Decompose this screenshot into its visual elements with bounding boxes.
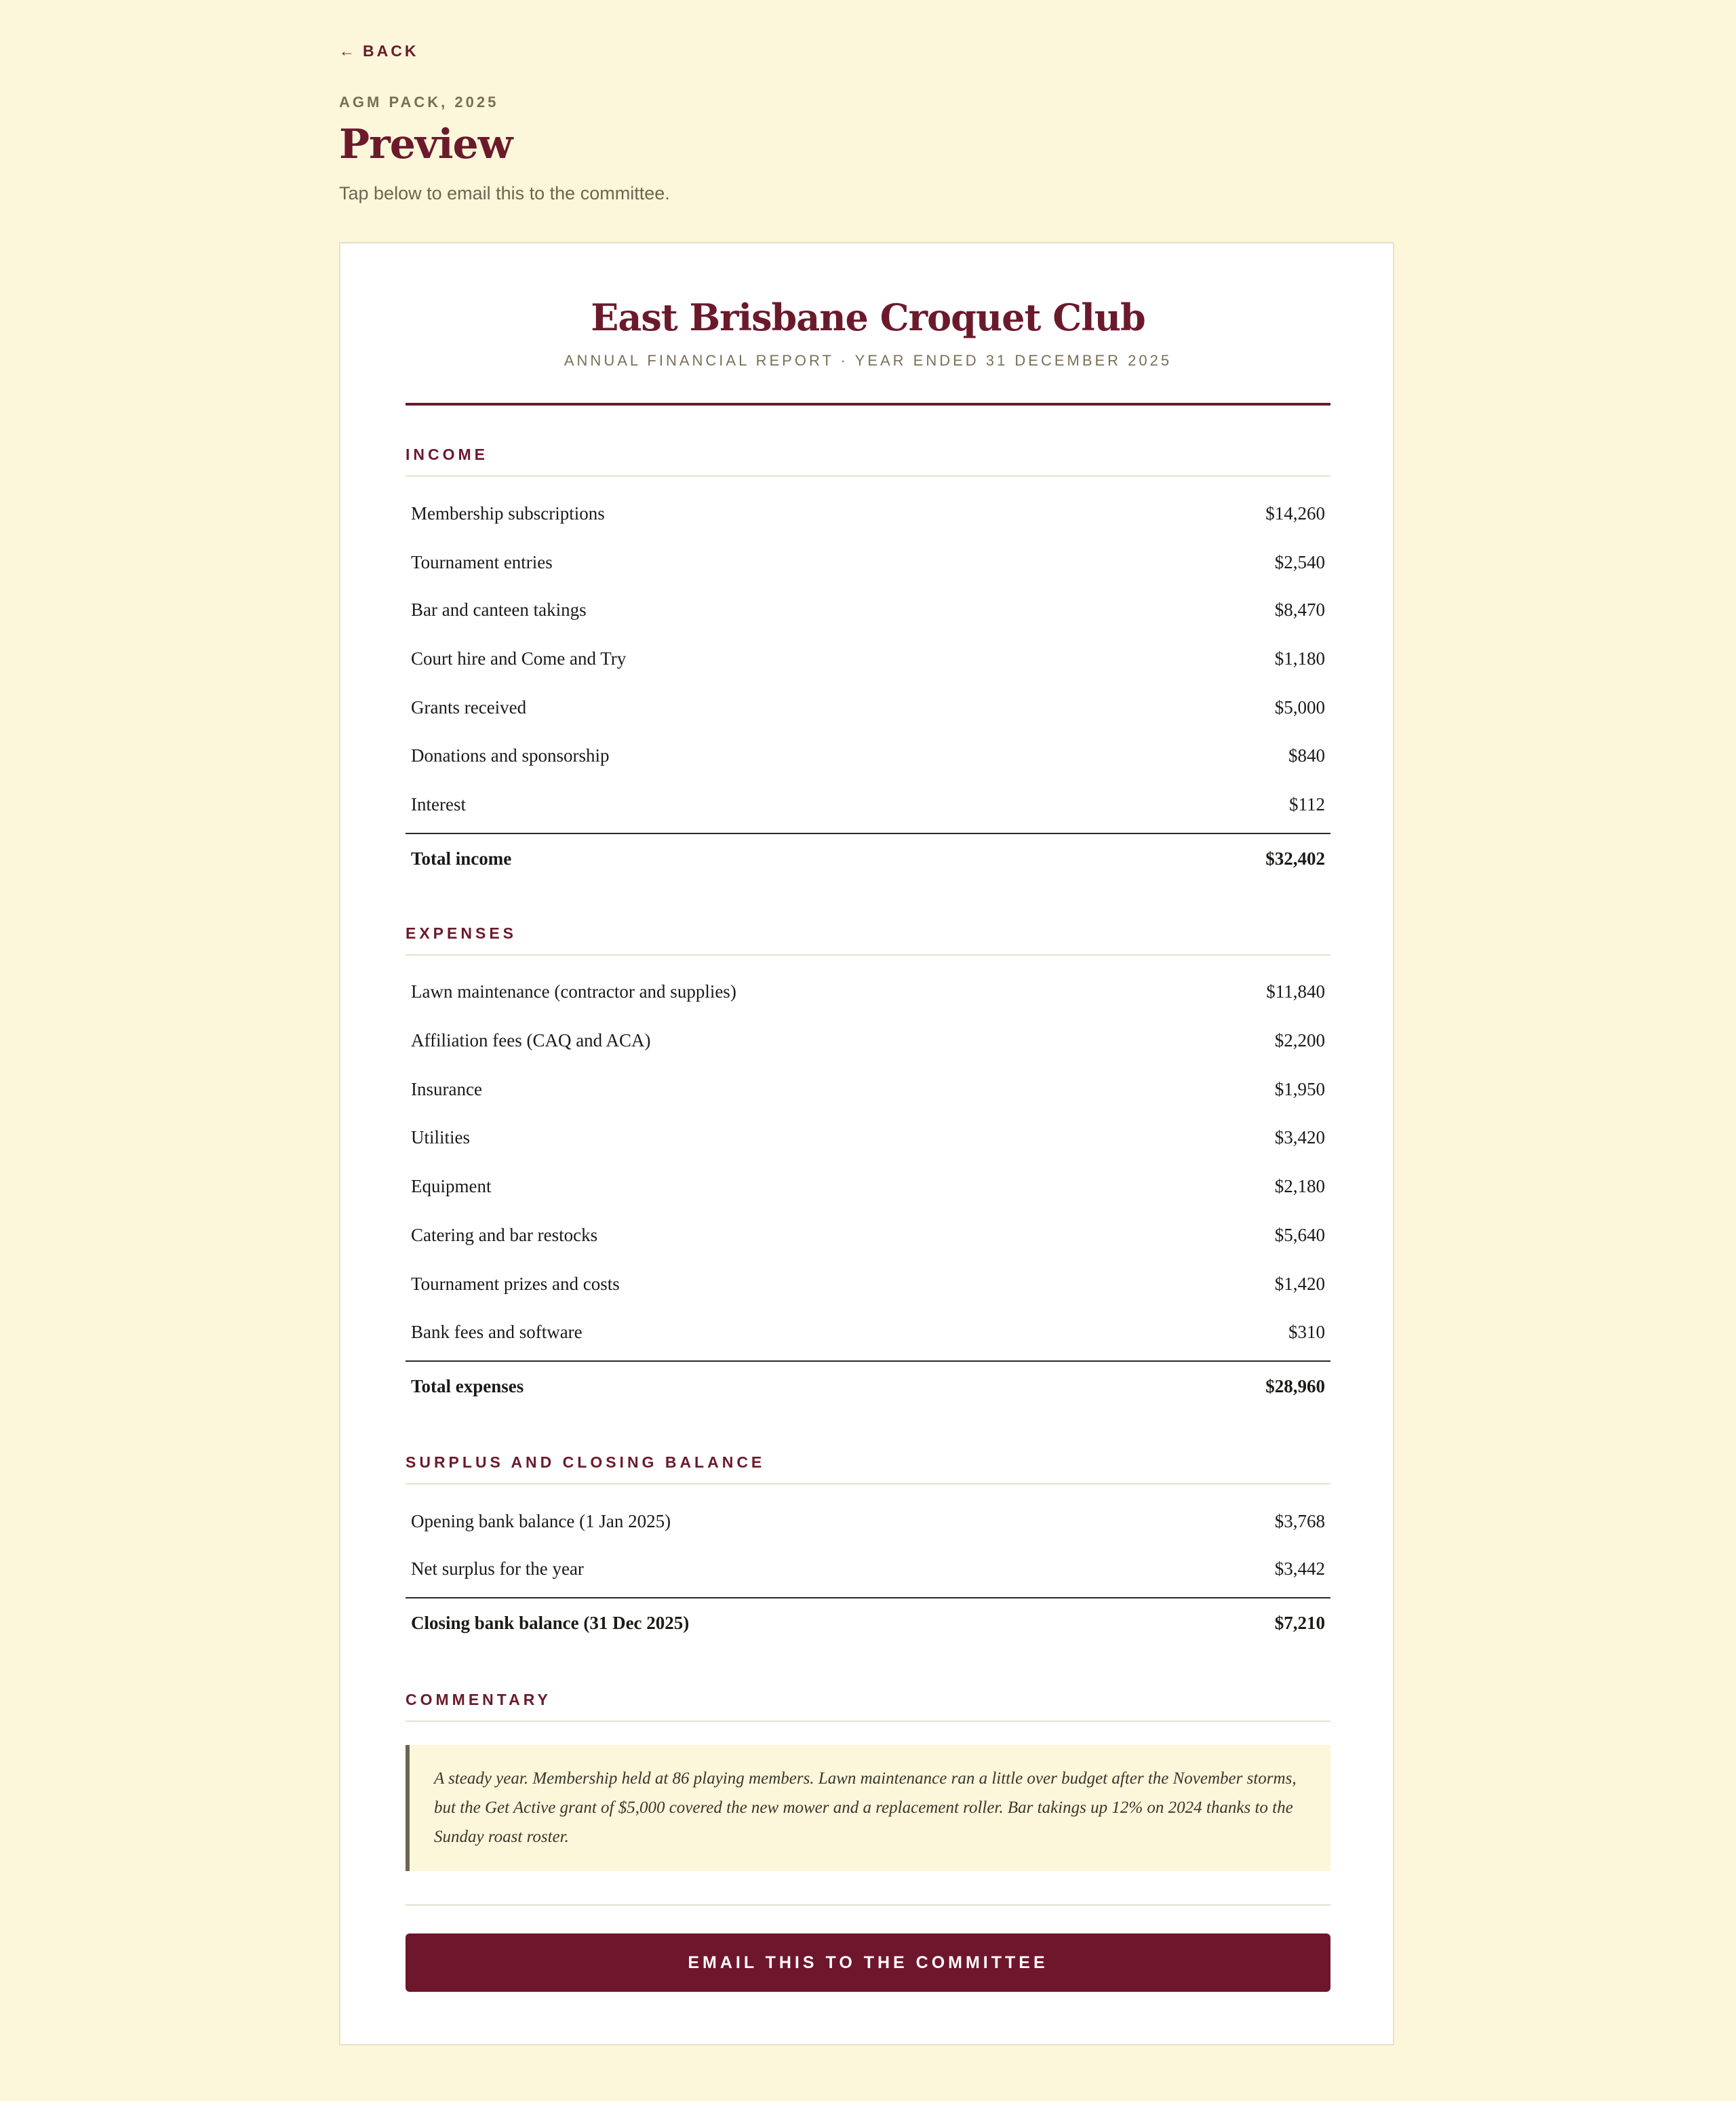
table-row bbox=[411, 1558, 1325, 1586]
table-row bbox=[411, 1176, 1325, 1203]
email-committee-button[interactable]: EMAIL THIS TO THE COMMITTEE bbox=[406, 1933, 1330, 1992]
table-row bbox=[411, 503, 1325, 530]
row-amount: $840 bbox=[1288, 745, 1325, 766]
row-label: Tournament prizes and costs bbox=[411, 1274, 620, 1294]
table-row bbox=[411, 1030, 1325, 1057]
row-amount: $2,200 bbox=[1274, 1030, 1325, 1050]
row-amount: $5,640 bbox=[1274, 1225, 1325, 1245]
total-row bbox=[411, 848, 1325, 876]
row-label: Affiliation fees (CAQ and ACA) bbox=[411, 1030, 651, 1050]
surplus-heading: SURPLUS AND CLOSING BALANCE bbox=[406, 1453, 1330, 1485]
table-row bbox=[411, 794, 1325, 821]
row-label: Interest bbox=[411, 794, 466, 814]
report-preview-card bbox=[339, 242, 1394, 2045]
table-row bbox=[411, 600, 1325, 627]
table-row bbox=[411, 648, 1325, 675]
actions-divider bbox=[406, 1904, 1330, 1906]
commentary-text: A steady year. Membership held at 86 playing members. Lawn maintenance ran a little over budget after the November storms, but the Get Active grant of $5,000 covered the new mower and a replacement roller. Bar takings up 12% on 2024 thanks to the Sunday roast roster. bbox=[406, 1745, 1330, 1871]
row-label: Lawn maintenance (contractor and supplies) bbox=[411, 981, 736, 1002]
row-amount: $1,180 bbox=[1274, 648, 1325, 669]
total-divider bbox=[406, 1360, 1330, 1362]
table-row bbox=[411, 1079, 1325, 1106]
page-subtitle: Tap below to email this to the committee. bbox=[339, 183, 670, 203]
row-label: Net surplus for the year bbox=[411, 1558, 584, 1579]
page-title: Preview bbox=[339, 121, 513, 168]
row-amount: $5,000 bbox=[1274, 697, 1325, 718]
row-amount: $112 bbox=[1289, 794, 1325, 814]
income-heading: INCOME bbox=[406, 446, 1330, 477]
row-label: Bank fees and software bbox=[411, 1322, 583, 1342]
table-row bbox=[411, 1225, 1325, 1252]
table-row bbox=[411, 552, 1325, 579]
arrow-left-icon: ← bbox=[339, 42, 355, 60]
total-divider bbox=[406, 833, 1330, 834]
table-row bbox=[411, 697, 1325, 724]
row-amount: $3,768 bbox=[1274, 1511, 1325, 1531]
total-divider bbox=[406, 1597, 1330, 1598]
row-amount: $8,470 bbox=[1274, 600, 1325, 620]
total-label: Closing bank balance (31 Dec 2025) bbox=[411, 1613, 690, 1633]
back-link[interactable] bbox=[339, 42, 418, 60]
club-name: East Brisbane Croquet Club bbox=[591, 296, 1145, 339]
total-row bbox=[411, 1376, 1325, 1403]
row-label: Membership subscriptions bbox=[411, 503, 605, 524]
back-link-label: BACK bbox=[363, 42, 419, 60]
row-amount: $2,180 bbox=[1274, 1176, 1325, 1196]
row-label: Court hire and Come and Try bbox=[411, 648, 627, 669]
row-amount: $3,442 bbox=[1274, 1558, 1325, 1579]
total-label: Total expenses bbox=[411, 1376, 524, 1396]
table-row bbox=[411, 1322, 1325, 1349]
row-amount: $310 bbox=[1288, 1322, 1325, 1342]
table-row bbox=[411, 1274, 1325, 1301]
table-row bbox=[411, 1127, 1325, 1154]
total-row bbox=[411, 1613, 1325, 1640]
row-label: Utilities bbox=[411, 1127, 470, 1147]
row-label: Donations and sponsorship bbox=[411, 745, 610, 766]
row-label: Grants received bbox=[411, 697, 527, 718]
total-label: Total income bbox=[411, 848, 512, 869]
expenses-heading: EXPENSES bbox=[406, 924, 1330, 956]
header-divider bbox=[406, 403, 1330, 406]
row-label: Opening bank balance (1 Jan 2025) bbox=[411, 1511, 671, 1531]
table-row bbox=[411, 1511, 1325, 1538]
row-label: Equipment bbox=[411, 1176, 492, 1196]
table-row bbox=[411, 981, 1325, 1008]
row-label: Tournament entries bbox=[411, 552, 553, 572]
total-amount: $7,210 bbox=[1274, 1613, 1325, 1633]
row-label: Bar and canteen takings bbox=[411, 600, 587, 620]
total-amount: $32,402 bbox=[1265, 848, 1325, 869]
eyebrow-label: AGM PACK, 2025 bbox=[339, 94, 499, 111]
row-label: Insurance bbox=[411, 1079, 482, 1099]
row-amount: $14,260 bbox=[1265, 503, 1325, 524]
row-amount: $2,540 bbox=[1274, 552, 1325, 572]
row-amount: $11,840 bbox=[1266, 981, 1325, 1002]
table-row bbox=[411, 745, 1325, 772]
total-amount: $28,960 bbox=[1265, 1376, 1325, 1396]
row-amount: $1,420 bbox=[1274, 1274, 1325, 1294]
row-label: Catering and bar restocks bbox=[411, 1225, 598, 1245]
report-subtitle: ANNUAL FINANCIAL REPORT · YEAR ENDED 31 DECEMBER 2025 bbox=[564, 352, 1172, 369]
row-amount: $3,420 bbox=[1274, 1127, 1325, 1147]
commentary-heading: COMMENTARY bbox=[406, 1691, 1330, 1722]
row-amount: $1,950 bbox=[1274, 1079, 1325, 1099]
